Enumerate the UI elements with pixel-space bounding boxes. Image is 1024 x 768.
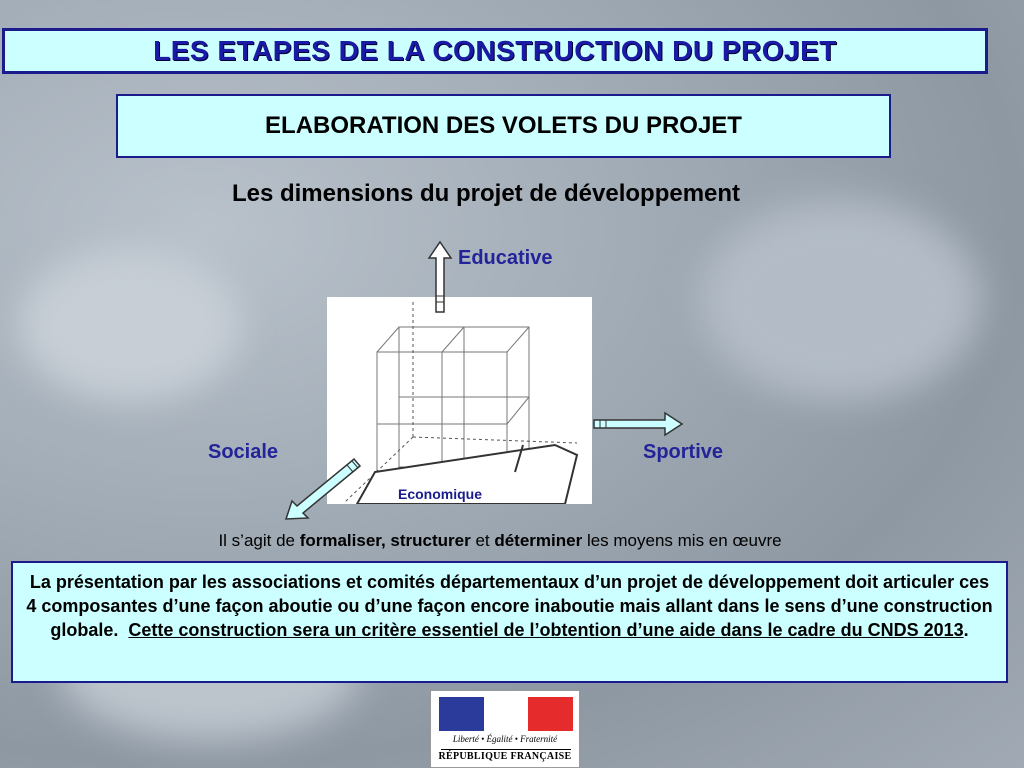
body-text: La présentation par les associations et comités départementaux d’un projet de développement doit articuler ces 4 composantes d’une façon aboutie ou d’une façon encore inaboutie mais allant dans le sens d’une construction globale.	[26, 572, 993, 640]
intro-bold: déterminer	[494, 531, 583, 550]
arrow-up-icon	[425, 240, 455, 315]
flag-stripe	[484, 697, 529, 731]
subtitle: ELABORATION DES VOLETS DU PROJET	[265, 112, 742, 139]
axis-label-sociale: Sociale	[208, 441, 279, 463]
axis-label-sportive: Sportive	[643, 441, 724, 463]
flag-icon	[439, 697, 573, 731]
arrow-right-icon	[590, 410, 685, 438]
body-end: .	[963, 620, 969, 640]
flag-stripe	[528, 697, 573, 731]
dimensions-heading: Les dimensions du projet de développement	[231, 180, 741, 207]
logo-divider	[441, 749, 571, 750]
axis-label-educative: Educative	[458, 247, 553, 269]
subtitle-banner	[116, 94, 891, 158]
cube-drawing	[327, 297, 592, 504]
background-shape	[20, 250, 240, 400]
logo-motto: Liberté • Égalité • Fraternité	[452, 734, 558, 744]
intro-part: Il s’agit de	[218, 531, 300, 550]
cube-diagram	[327, 297, 592, 504]
flag-stripe	[439, 697, 484, 731]
intro-bold: formaliser, structurer	[299, 531, 471, 550]
title-banner	[2, 28, 988, 74]
arrow-down-left-icon	[280, 455, 365, 525]
page-title: LES ETAPES DE LA CONSTRUCTION DU PROJET	[153, 35, 837, 66]
background-shape	[700, 200, 980, 400]
intro-part: les moyens mis en œuvre	[582, 531, 782, 550]
base-label-economique: Economique	[398, 486, 483, 502]
body-paragraph	[11, 561, 1008, 683]
intro-part: et	[470, 531, 495, 550]
republique-francaise-logo	[430, 690, 580, 768]
logo-republic: RÉPUBLIQUE FRANÇAISE	[438, 751, 572, 762]
body-underlined: Cette construction sera un critère essentiel de l’obtention d’une aide dans le cadre du CNDS 2013	[128, 620, 964, 640]
intro-sentence	[0, 531, 1000, 551]
